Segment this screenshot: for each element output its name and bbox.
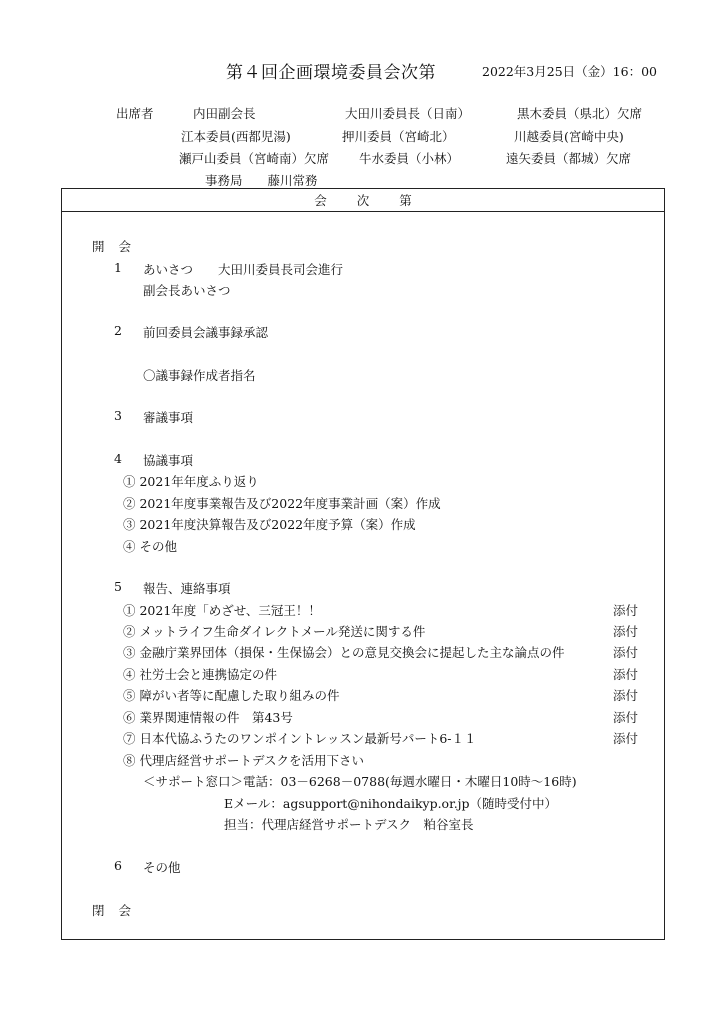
opening: 開会: [92, 239, 146, 254]
item-title: 協議事項: [143, 453, 194, 468]
attendee: 遠矢委員（都城）欠席: [506, 151, 632, 166]
support-email: Eメール：agsupport@nihondaikyp.or.jp（随時受付中）: [224, 796, 558, 811]
secretariat: 事務局 藤川常務: [205, 173, 318, 188]
item-title: 審議事項: [143, 410, 194, 425]
attendee: 黒木委員（県北）欠席: [517, 106, 643, 121]
attendee: 江本委員(西都児湯): [181, 129, 291, 144]
meeting-date: 2022年3月25日（金）16：00: [482, 64, 657, 79]
attachment-mark: 添付: [613, 688, 639, 703]
attachment-mark: 添付: [613, 645, 639, 660]
attendee: 川越委員(宮崎中央): [514, 129, 624, 144]
list-item: ⑥ 業界関連情報の件 第43号: [123, 710, 293, 725]
list-item: ④ 社労士会と連携協定の件: [123, 667, 277, 682]
attendee: 押川委員（宮崎北）: [342, 129, 455, 144]
list-item: ⑧ 代理店経営サポートデスクを活用下さい: [123, 753, 364, 768]
page-title: 第４回企画環境委員会次第: [226, 63, 436, 83]
attendees-label: 出席者: [116, 106, 154, 121]
item-sub: 〇議事録作成者指名: [143, 368, 256, 383]
attendee: 大田川委員長（日南）: [345, 106, 471, 121]
attachment-mark: 添付: [613, 731, 639, 746]
attachment-mark: 添付: [613, 603, 639, 618]
item-number: 4: [114, 451, 122, 466]
attendee: 牛水委員（小林）: [359, 151, 460, 166]
list-item: ④ その他: [123, 539, 177, 554]
list-item: ① 2021年度「めざせ、三冠王！！: [123, 603, 321, 618]
item-title: 前回委員会議事録承認: [143, 325, 269, 340]
list-item: ② 2021年度事業報告及び2022年度事業計画（案）作成: [123, 496, 441, 511]
item-number: 3: [114, 408, 122, 423]
item-title: その他: [143, 860, 181, 875]
item-number: 1: [114, 260, 122, 275]
attachment-mark: 添付: [613, 624, 639, 639]
item-title: あいさつ 大田川委員長司会進行: [143, 262, 344, 277]
list-item: ① 2021年年度ふり返り: [123, 474, 259, 489]
support-contact: 担当：代理店経営サポートデスク 粕谷室長: [224, 817, 474, 832]
support-phone: ＜サポート窓口＞電話：03－6268－0788(毎週水曜日・木曜日10時～16時): [143, 774, 577, 789]
list-item: ⑤ 障がい者等に配慮した取り組みの件: [123, 688, 340, 703]
attendee: 内田副会長: [193, 106, 256, 121]
item-title: 報告、連絡事項: [143, 581, 231, 596]
list-item: ② メットライフ生命ダイレクトメール発送に関する件: [123, 624, 426, 639]
attachment-mark: 添付: [613, 710, 639, 725]
attachment-mark: 添付: [613, 667, 639, 682]
item-number: 2: [114, 323, 122, 338]
list-item: ③ 2021年度決算報告及び2022年度予算（案）作成: [123, 517, 416, 532]
agenda-heading: 会次第: [314, 193, 442, 208]
item-number: 6: [114, 858, 122, 873]
agenda-heading-bar: [62, 189, 664, 212]
item-number: 5: [114, 579, 122, 594]
attendee: 瀬戸山委員（宮崎南）欠席: [179, 151, 330, 166]
closing: 閉会: [92, 903, 146, 918]
item-sub: 副会長あいさつ: [143, 283, 231, 298]
list-item: ③ 金融庁業界団体（損保・生保協会）との意見交換会に提起した主な論点の件: [123, 645, 565, 660]
list-item: ⑦ 日本代協ふうたのワンポイントレッスン最新号パート6-１１: [123, 731, 477, 746]
